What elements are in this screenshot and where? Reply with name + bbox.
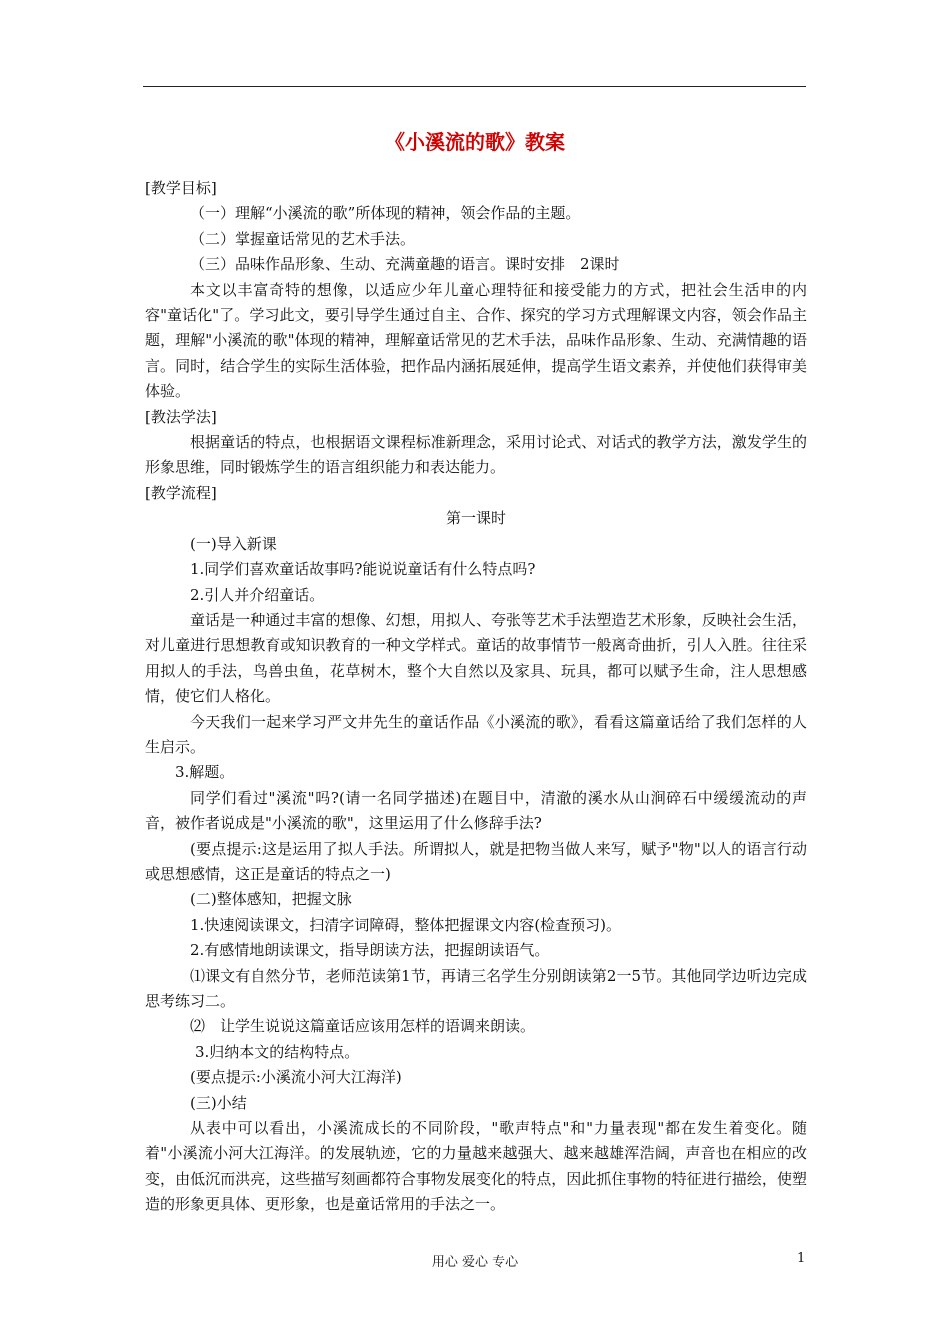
paragraph: (三)小结	[190, 1093, 247, 1112]
paragraph: （一）理解“小溪流的歌”所体现的精神，领会作品的主题。	[190, 204, 581, 223]
paragraph: 1.同学们喜欢童话故事吗?能说说童话有什么特点吗?	[190, 560, 536, 579]
document-title: 《小溪流的歌》教案	[385, 130, 565, 154]
footer-slogan: 用心 爱心 专心	[431, 1255, 519, 1270]
paragraph: 根据童话的特点，也根据语文课程标准新理念，采用讨论式、对话式的教学方法，激发学生的形象思维，同时锻炼学生的语言组织能力和表达能力。	[145, 433, 807, 477]
paragraph: ⑴课文有自然分节，老师范读第1节，再请三名学生分别朗读第2一5节。其他同学边听边完成思考练习二。	[145, 966, 807, 1010]
paragraph: 3.归纳本文的结构特点。	[195, 1042, 360, 1061]
header-rule	[143, 86, 806, 87]
paragraph: [教学流程]	[145, 483, 217, 502]
paragraph: (一)导入新课	[190, 534, 277, 553]
paragraph: (要点提示:小溪流小河大江海洋)	[190, 1068, 402, 1087]
paragraph: ⑵ 让学生说说这篇童话应该用怎样的语调来朗读。	[190, 1017, 536, 1036]
paragraph: 2.引人并介绍童话。	[190, 585, 325, 604]
document-body	[145, 176, 807, 1218]
page-number: 1	[797, 1251, 806, 1266]
paragraph: （三）品味作品形象、生动、充满童趣的语言。课时安排 2课时	[190, 255, 620, 274]
paragraph: 从表中可以看出，小溪流成长的不同阶段，"歌声特点"和"力量表现"都在发生着变化。随着"小溪流小河大江海洋。的发展轨迹，它的力量越来越强大、越来越雄浑浩阔，声音也在相应的改变，由低沉而洪亮，这些描写刻画都符合事物发展变化的特点，因此抓住事物的特征进行描绘，使塑造的形象更具体、更形象，也是童话常用的手法之一。	[145, 1119, 807, 1214]
paragraph: [教法学法]	[145, 407, 217, 426]
paragraph: 1.快速阅读课文，扫清字词障碍，整体把握课文内容(检查预习)。	[190, 915, 622, 934]
paragraph: (二)整体感知，把握文脉	[190, 890, 352, 909]
paragraph: 童话是一种通过丰富的想像、幻想，用拟人、夸张等艺术手法塑造艺术形象，反映社会生活，对儿童进行思想教育或知识教育的一种文学样式。童话的故事情节一般离奇曲折，引人入胜。往往采用拟人的手法，鸟兽虫鱼，花草树木，整个大自然以及家具、玩具，都可以赋予生命，注人思想感情，使它们人格化。	[145, 610, 807, 706]
paragraph: 同学们看过"溪流"吗?(请一名同学描述)在题目中，清澈的溪水从山涧碎石中缓缓流动的声音，被作者说成是"小溪流的歌"，这里运用了什么修辞手法?	[145, 788, 807, 833]
paragraph: 第一课时	[445, 509, 506, 528]
paragraph: 本文以丰富奇特的想像，以适应少年儿童心理特征和接受能力的方式，把社会生活申的内容"童话化"了。学习此文，要引导学生通过自主、合作、探究的学习方式理解课文内容，领会作品主题，理解"小溪流的歌"体现的精神，理解童话常见的艺术手法，品味作品形象、生动、充满情趣的语言。同时，结合学生的实际生活体验，把作品内涵拓展延伸，提高学生语文素养，并使他们获得审美体验。	[145, 280, 807, 401]
paragraph: [教学目标]	[145, 179, 217, 197]
paragraph: (要点提示:这是运用了拟人手法。所谓拟人，就是把物当做人来写，赋予"物"以人的语言行动或思想感情，这正是童话的特点之一)	[145, 839, 807, 883]
paragraph: 今天我们一起来学习严文井先生的童话作品《小溪流的歌》，看看这篇童话给了我们怎样的人生启示。	[145, 712, 807, 756]
paragraph: 2.有感情地朗读课文，指导朗读方法，把握朗读语气。	[190, 941, 550, 960]
paragraph: （二）掌握童话常见的艺术手法。	[190, 229, 416, 248]
paragraph: 3.解题。	[175, 763, 235, 782]
